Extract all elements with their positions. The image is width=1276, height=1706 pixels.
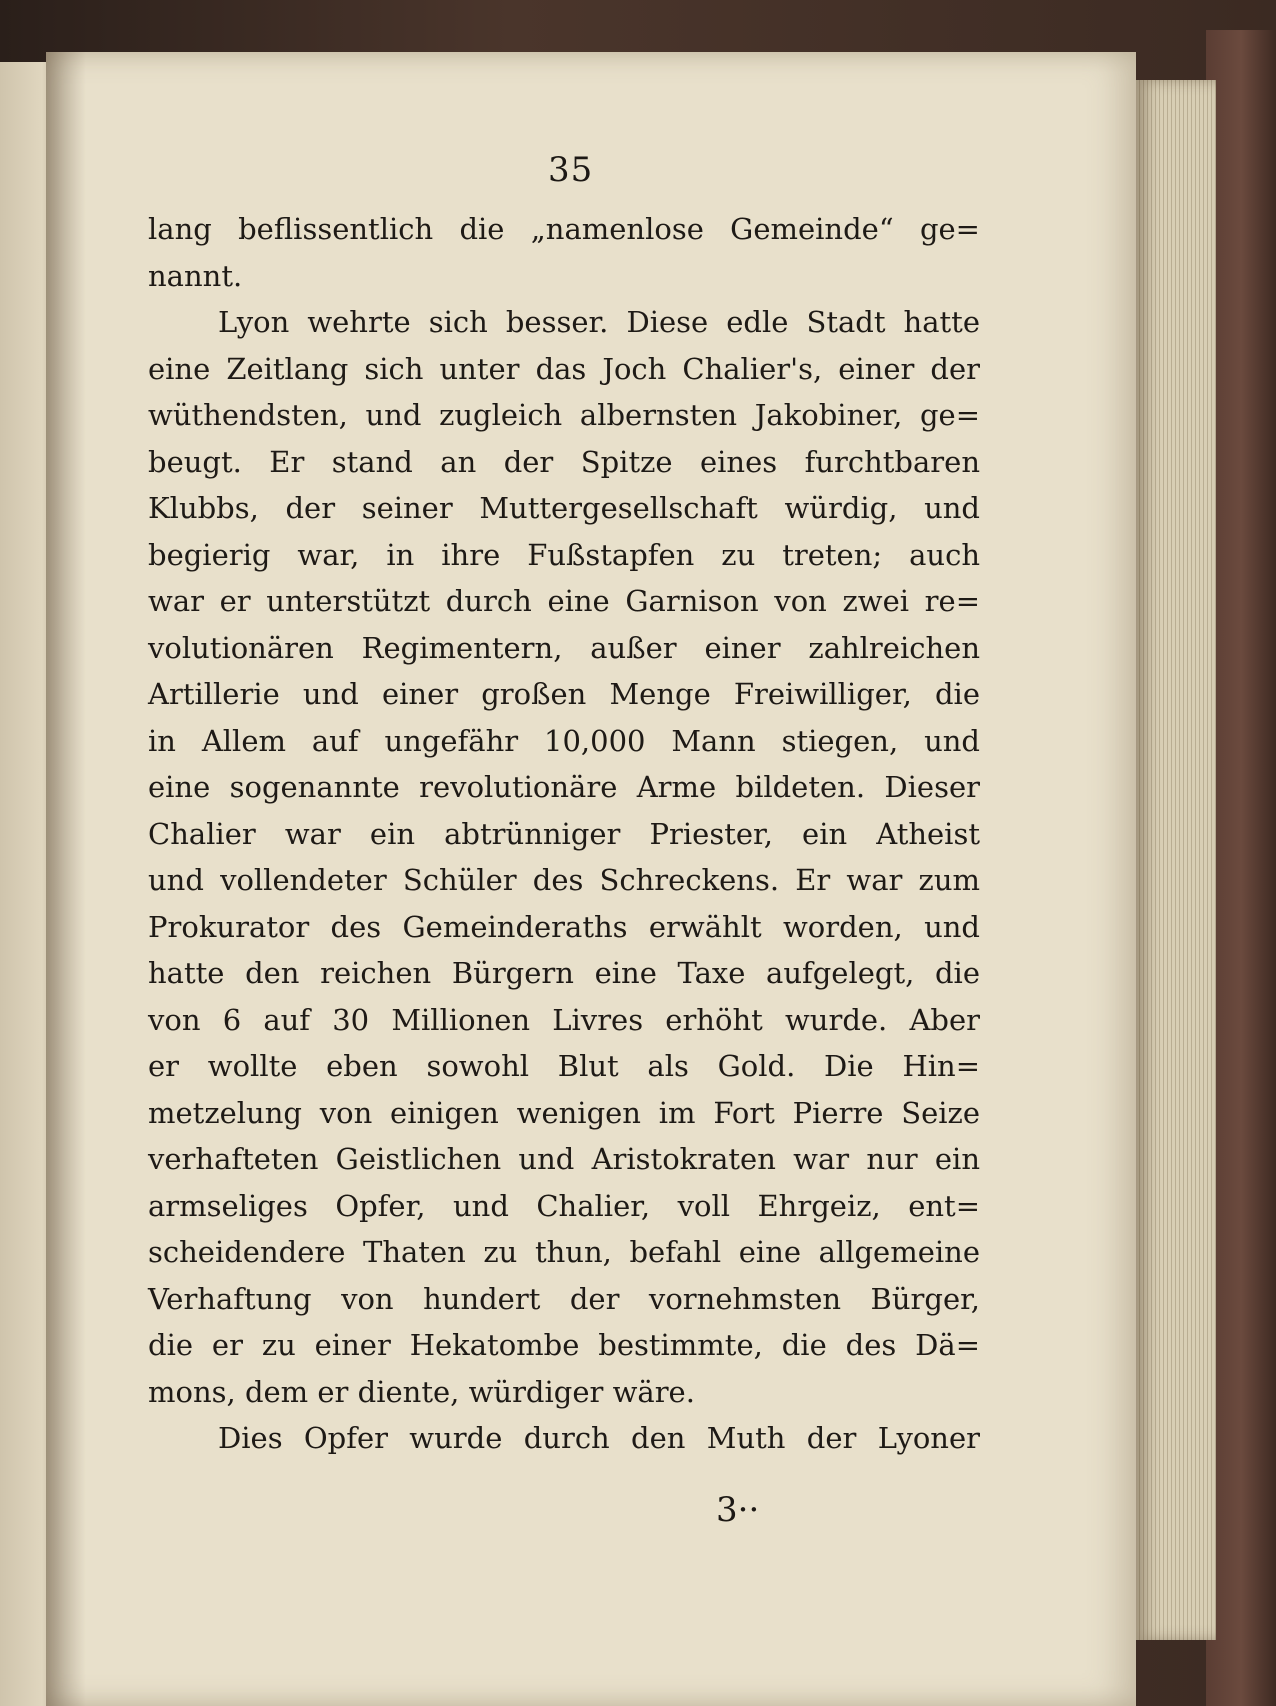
spine-shadow <box>46 52 86 1706</box>
text-line: armseliges Opfer, und Chalier, voll Ehrgeiz, ent= <box>148 1188 980 1223</box>
text-line: hatte den reichen Bürgern eine Taxe aufgelegt, die <box>148 956 980 990</box>
text-line: war er unterstützt durch eine Garnison von zwei re= <box>148 584 980 618</box>
text-line: volutionären Regimentern, außer einer zahlreichen <box>148 630 980 665</box>
text-line: eine sogenannte revolutionäre Arme bildeten. Dieser <box>148 770 980 804</box>
text-line: die er zu einer Hekatombe bestimmte, die des Dä= <box>148 1328 980 1362</box>
text-line: Lyon wehrte sich besser. Diese edle Stadt hatte <box>218 305 980 339</box>
book-cover-edge <box>1206 30 1276 1706</box>
text-line: von 6 auf 30 Millionen Livres erhöht wurde. Aber <box>148 1002 980 1037</box>
text-line: Dies Opfer wurde durch den Muth der Lyoner <box>218 1421 980 1455</box>
text-line: Klubbs, der seiner Muttergesellschaft würdig, und <box>148 491 980 525</box>
text-line: Prokurator des Gemeinderaths erwählt worden, und <box>148 909 980 944</box>
text-line: er wollte eben sowohl Blut als Gold. Die Hin= <box>148 1049 980 1083</box>
text-line: Artillerie und einer großen Menge Freiwilliger, die <box>148 677 980 711</box>
text-line: mons, dem er diente, würdiger wäre. <box>148 1374 695 1409</box>
text-line: und vollendeter Schüler des Schreckens. Er war zum <box>148 863 980 897</box>
text-line: wüthendsten, und zugleich albernsten Jakobiner, ge= <box>148 398 980 432</box>
catchword: 3·· <box>716 1490 760 1530</box>
text-line: eine Zeitlang sich unter das Joch Chalier's, einer der <box>148 351 980 386</box>
body-text <box>148 206 980 1462</box>
text-line: nannt. <box>148 258 243 293</box>
text-line: begierig war, in ihre Fußstapfen zu treten; auch <box>148 537 980 572</box>
page-number: 35 <box>548 150 594 190</box>
page-block-edges <box>1136 80 1216 1640</box>
text-line: beugt. Er stand an der Spitze eines furchtbaren <box>148 444 980 479</box>
text-line: verhafteten Geistlichen und Aristokraten war nur ein <box>148 1142 980 1176</box>
text-line: Chalier war ein abtrünniger Priester, ein Atheist <box>148 816 980 851</box>
text-line: scheidendere Thaten zu thun, befahl eine allgemeine <box>148 1235 980 1269</box>
text-line: in Allem auf ungefähr 10,000 Mann stiegen, und <box>148 723 980 758</box>
text-line: metzelung von einigen wenigen im Fort Pierre Seize <box>148 1095 980 1130</box>
text-line: lang beflissentlich die „namenlose Gemeinde“ ge= <box>148 212 980 246</box>
text-line: Verhaftung von hundert der vornehmsten Bürger, <box>148 1281 980 1316</box>
